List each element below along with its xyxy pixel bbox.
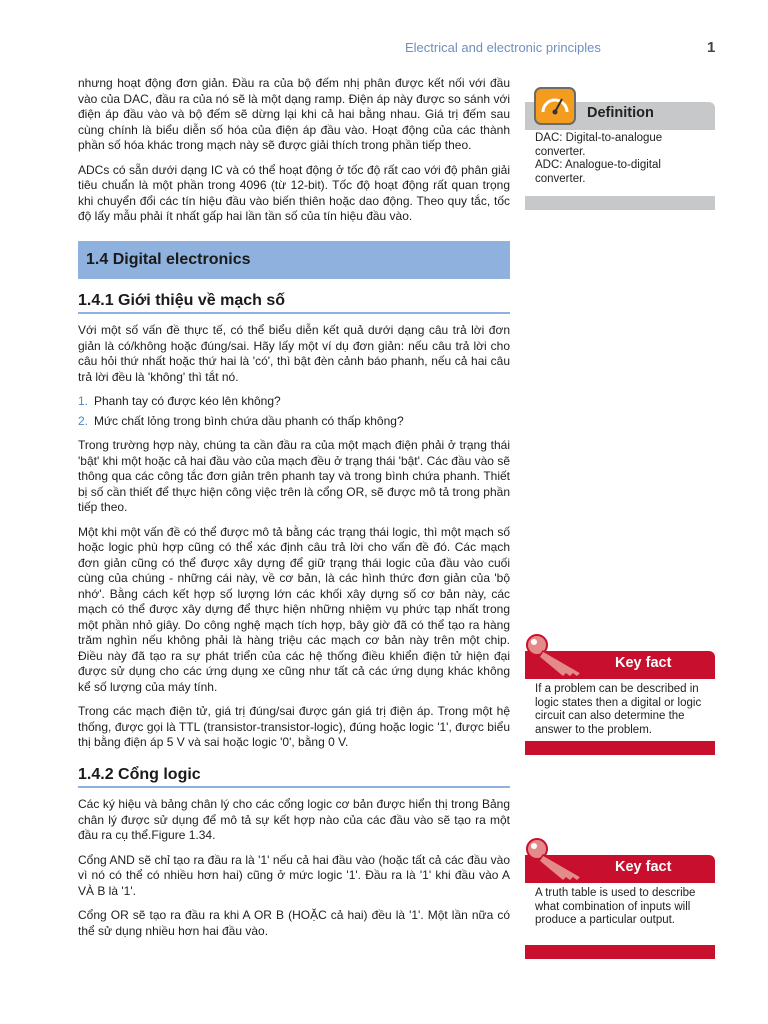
- definition-body: [535, 132, 710, 186]
- page-number: 1: [707, 39, 716, 56]
- subsection-heading: 1.4.2 Cổng logic: [78, 767, 510, 789]
- definition-box: [525, 86, 715, 210]
- list-text: Phanh tay có được kéo lên không?: [94, 394, 281, 408]
- definition-line: DAC: Digital-to-analogue converter.: [535, 132, 663, 158]
- paragraph: Một khi một vấn đề có thể được mô tả bằng các trạng thái logic, thì một mạch số hoặc logic phù hợp cũng có thể xác định câu trả lời cho vấn đề đó. Các mạch đơn giản cũng có thể được xây dựng để giữ trạng thái logic của đầu vào cuối cùng của chúng - những cái này, về cơ bản, là các hình thức đơn giản của 'bộ nhớ'. Bằng cách kết hợp số lượng lớn các khối xây dựng số cơ bản này, các mạch có thể được xây dựng để thực hiện những nhiệm vụ phức tạp nhất trong một phần nhỏ giây. Do công nghệ mạch tích hợp, bây giờ đã có thể tạo ra hàng trăm nghìn nếu không phải là hàng triệu các mạch cơ bản này trên một chip. Điều này đã tạo ra sự phát triển của các hệ thống điều khiển điện tử hiện đại được sử dụng cho các ứng dụng xe cũng như tất cả các ứng dụng khác không kể số lượng của máy tính.: [78, 524, 510, 694]
- numbered-list: [78, 394, 510, 429]
- running-head: Electrical and electronic principles: [405, 40, 601, 55]
- key-fact-text: If a problem can be described in logic states then a digital or logic circuit can also determine the answer to the problem.: [535, 683, 702, 736]
- list-number: 2.: [78, 413, 89, 428]
- paragraph: Cổng AND sẽ chỉ tạo ra đầu ra là '1' nếu cả hai đầu vào (hoặc tất cả các đầu vào vì nó có thể có nhiều hơn hai) cũng ở mức logic '1'. Đầu ra là '1' khi đầu vào A VÀ B là '1'.: [78, 852, 510, 898]
- paragraph: ADCs có sẵn dưới dạng IC và có thể hoạt động ở tốc độ rất cao với độ phân giải tiêu chuẩn là một phần trong 4096 (từ 12-bit). Tốc độ hoạt động rất quan trọng khi chuyển đổi các tín hiệu đầu vào biến thiên hoặc dao động. Theo quy tắc, tốc độ lấy mẫu phải ít nhất gấp hai lần tần số của tín hiệu đầu vào.: [78, 162, 510, 223]
- key-fact-footer-bar: [525, 945, 715, 959]
- paragraph: Trong các mạch điện tử, giá trị đúng/sai được gán giá trị điện áp. Trong một hệ thống, được gọi là TTL (transistor-transistor-logic), đúng hoặc logic '1', được biểu thị bằng điện áp 5 V và sai hoặc logic '0', bằng 0 V.: [78, 704, 510, 749]
- key-fact-title: Key fact: [615, 859, 672, 875]
- key-fact-footer-bar: [525, 741, 715, 755]
- paragraph: Cổng OR sẽ tạo ra đầu ra khi A OR B (HOẶC cả hai) đều là '1'. Một lần nữa có thể sử dụng nhiều hơn hai đầu vào.: [78, 908, 510, 938]
- key-fact-box: [525, 633, 715, 755]
- main-column: [78, 76, 510, 948]
- key-icon: [525, 837, 605, 883]
- paragraph: Các ký hiệu và bảng chân lý cho các cổng logic cơ bản được hiển thị trong Bảng chân lý được sử dụng để mô tả sự kết hợp nào của các đầu vào sẽ tạo ra một đầu ra cụ thể.Figure 1.34.: [78, 797, 510, 842]
- key-fact-title: Key fact: [615, 655, 672, 671]
- section-heading: 1.4 Digital electronics: [78, 241, 510, 279]
- meter-icon: [531, 86, 583, 126]
- definition-line: ADC: Analogue-to-digital converter.: [535, 159, 661, 185]
- list-text: Mức chất lỏng trong bình chứa dầu phanh có thấp không?: [94, 413, 404, 428]
- definition-title: Definition: [587, 105, 654, 121]
- definition-footer-bar: [525, 196, 715, 210]
- key-icon: [525, 633, 605, 679]
- list-item: [78, 414, 510, 430]
- list-item: [78, 394, 510, 410]
- paragraph: nhưng hoạt động đơn giản. Đầu ra của bộ đếm nhị phân được kết nối với đầu vào của DAC, đầu ra của nó sẽ là một dạng ramp. Điện áp này được so sánh với điện áp đầu vào và bộ đếm sẽ dừng lại khi cả hai bằng nhau. Giá trị đếm sau cùng chính là biểu diễn số hóa của điện áp đầu vào. Hoạt động của các thành phần số hóa khác trong mạch này sẽ được giải thích trong phần tiếp theo.: [78, 76, 510, 152]
- subsection-heading: 1.4.1 Giới thiệu về mạch số: [78, 293, 510, 315]
- paragraph: Với một số vấn đề thực tế, có thể biểu diễn kết quả dưới dạng câu trả lời đơn giản là có/không hoặc đúng/sai. Hãy lấy một ví dụ đơn giản: nếu câu trả lời cho câu hỏi thứ nhất hoặc thứ hai là 'có', thì bật đèn cảnh báo phanh, nếu cả hai câu trả lời đều là 'không' thì tắt nó.: [78, 323, 510, 384]
- key-fact-box: [525, 837, 715, 959]
- list-number: 1.: [78, 394, 89, 408]
- paragraph: Trong trường hợp này, chúng ta cần đầu ra của một mạch điện phải ở trạng thái 'bật' khi một hoặc cả hai đầu vào của mạch đều ở trạng thái 'bật'. Các đầu vào sẽ thông qua các công tắc đơn giản trên phanh tay và trong bình chứa phanh. Thiết bị số cần thiết để thực hiện công việc trên là cổng OR, sẽ được mô tả trong phần tiếp theo.: [78, 438, 510, 514]
- key-fact-text: A truth table is used to describe what combination of inputs will produce a particular output.: [535, 887, 696, 926]
